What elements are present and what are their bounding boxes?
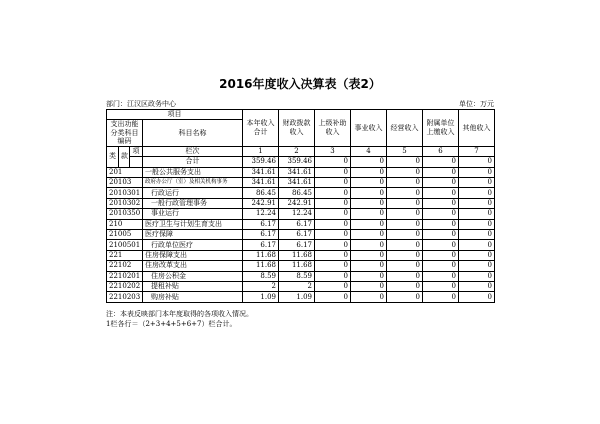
row-value: 0 <box>351 167 387 177</box>
row-value: 0 <box>459 292 495 302</box>
row-value: 0 <box>387 281 423 291</box>
row-value: 6.17 <box>243 219 279 229</box>
row-code <box>130 157 143 167</box>
row-subject-name: 住房公积金 <box>143 271 243 281</box>
col-number: 7 <box>459 146 495 156</box>
report-title: 2016年度收入决算表（表2） <box>219 77 381 91</box>
row-value: 0 <box>387 188 423 198</box>
row-value: 2 <box>243 281 279 291</box>
header-affiliated: 附属单位上缴收入 <box>423 110 459 147</box>
row-value: 0 <box>459 209 495 219</box>
header-business: 事业收入 <box>351 110 387 147</box>
row-value: 0 <box>351 230 387 240</box>
row-value: 0 <box>423 230 459 240</box>
row-value: 0 <box>387 261 423 271</box>
row-code: 201 <box>107 167 143 177</box>
row-value: 0 <box>459 271 495 281</box>
row-value: 1.09 <box>279 292 315 302</box>
row-subject-name: 行政单位医疗 <box>143 240 243 250</box>
row-value: 0 <box>459 198 495 208</box>
row-value: 0 <box>315 167 351 177</box>
row-value: 0 <box>315 219 351 229</box>
header-kuan: 款 <box>119 146 130 167</box>
table-row <box>107 167 495 177</box>
note-line: 注：本表反映部门本年度取得的各项收入情况。 <box>106 310 253 318</box>
table-row <box>107 292 495 302</box>
row-value: 242.91 <box>243 198 279 208</box>
row-value: 0 <box>423 198 459 208</box>
row-value: 0 <box>387 198 423 208</box>
row-value: 6.17 <box>243 240 279 250</box>
row-value: 0 <box>423 219 459 229</box>
row-value: 359.46 <box>243 157 279 167</box>
col-number: 6 <box>423 146 459 156</box>
row-value: 0 <box>387 167 423 177</box>
notes <box>106 309 253 329</box>
header-operating: 经营收入 <box>387 110 423 147</box>
row-value: 0 <box>351 219 387 229</box>
row-value: 0 <box>351 281 387 291</box>
unit-label: 单位：万元 <box>459 100 494 108</box>
row-code: 2010302 <box>107 198 143 208</box>
row-value: 8.59 <box>279 271 315 281</box>
row-value: 0 <box>459 157 495 167</box>
row-value: 0 <box>459 261 495 271</box>
row-value: 12.24 <box>279 209 315 219</box>
row-code: 20103 <box>107 178 143 188</box>
row-value: 0 <box>315 281 351 291</box>
row-value: 6.17 <box>279 219 315 229</box>
row-value: 0 <box>423 271 459 281</box>
row-value: 0 <box>315 271 351 281</box>
row-value: 0 <box>459 167 495 177</box>
row-value: 0 <box>351 178 387 188</box>
row-code: 21005 <box>107 230 143 240</box>
row-value: 2 <box>279 281 315 291</box>
row-value: 0 <box>387 292 423 302</box>
row-value: 341.61 <box>279 178 315 188</box>
row-subject-name: 一般行政管理事务 <box>143 198 243 208</box>
row-code: 2100501 <box>107 240 143 250</box>
row-value: 11.68 <box>279 250 315 260</box>
row-value: 0 <box>387 240 423 250</box>
row-value: 0 <box>387 157 423 167</box>
header-code-block: 支出功能分类科目编码 <box>107 120 143 147</box>
row-value: 12.24 <box>243 209 279 219</box>
row-code: 210 <box>107 219 143 229</box>
row-value: 0 <box>315 250 351 260</box>
row-code: 2210201 <box>107 271 143 281</box>
row-value: 6.17 <box>279 240 315 250</box>
row-subject-name: 一般公共服务支出 <box>143 167 243 177</box>
row-value: 0 <box>423 157 459 167</box>
header-item: 项目 <box>107 110 243 120</box>
table-row <box>107 219 495 229</box>
col-number: 2 <box>279 146 315 156</box>
row-value: 0 <box>351 209 387 219</box>
row-value: 0 <box>459 240 495 250</box>
row-value: 0 <box>459 281 495 291</box>
row-value: 0 <box>315 178 351 188</box>
row-value: 0 <box>315 157 351 167</box>
row-value: 0 <box>315 230 351 240</box>
table-row <box>107 157 495 167</box>
row-value: 0 <box>423 261 459 271</box>
table-row <box>107 230 495 240</box>
header-subject-name: 科目名称 <box>143 120 243 147</box>
row-value: 0 <box>459 230 495 240</box>
row-subject-name: 合计 <box>143 157 243 167</box>
table-row <box>107 178 495 188</box>
row-subject-name: 住房保障支出 <box>143 250 243 260</box>
row-value: 0 <box>315 292 351 302</box>
row-value: 0 <box>423 178 459 188</box>
row-code: 2010301 <box>107 188 143 198</box>
row-value: 0 <box>351 198 387 208</box>
row-value: 0 <box>423 292 459 302</box>
department-label: 部门：江汉区政务中心 <box>106 100 176 108</box>
row-subject-name: 提租补贴 <box>143 281 243 291</box>
row-value: 0 <box>387 250 423 260</box>
report-meta <box>106 99 494 109</box>
row-code: 2010350 <box>107 209 143 219</box>
row-value: 341.61 <box>279 167 315 177</box>
row-code: 2210202 <box>107 281 143 291</box>
income-table <box>106 109 495 303</box>
row-code: 221 <box>107 250 143 260</box>
row-value: 0 <box>423 209 459 219</box>
row-subject-name: 医疗保障 <box>143 230 243 240</box>
row-value: 341.61 <box>243 167 279 177</box>
col-number: 5 <box>387 146 423 156</box>
header-fiscal: 财政拨款收入 <box>279 110 315 147</box>
row-subject-name: 事业运行 <box>143 209 243 219</box>
table-row <box>107 198 495 208</box>
row-value: 0 <box>351 157 387 167</box>
row-value: 0 <box>351 261 387 271</box>
col-number: 3 <box>315 146 351 156</box>
row-value: 0 <box>387 178 423 188</box>
header-other: 其他收入 <box>459 110 495 147</box>
row-value: 0 <box>423 188 459 198</box>
row-subject-name: 购房补贴 <box>143 292 243 302</box>
row-value: 0 <box>351 240 387 250</box>
row-value: 0 <box>351 250 387 260</box>
row-subject-name: 行政运行 <box>143 188 243 198</box>
row-value: 11.68 <box>279 261 315 271</box>
row-value: 0 <box>387 271 423 281</box>
row-value: 0 <box>315 240 351 250</box>
row-value: 0 <box>459 188 495 198</box>
row-value: 0 <box>315 209 351 219</box>
row-value: 0 <box>387 230 423 240</box>
row-value: 86.45 <box>243 188 279 198</box>
row-value: 0 <box>423 281 459 291</box>
table-row <box>107 271 495 281</box>
row-value: 11.68 <box>243 261 279 271</box>
row-subject-name: 住房改革支出 <box>143 261 243 271</box>
row-value: 0 <box>315 261 351 271</box>
header-lei: 类 <box>107 146 119 167</box>
row-value: 359.46 <box>279 157 315 167</box>
row-value: 6.17 <box>279 230 315 240</box>
col-number: 1 <box>243 146 279 156</box>
row-subject-name: 医疗卫生与计划生育支出 <box>143 219 243 229</box>
row-value: 0 <box>351 271 387 281</box>
table-row <box>107 281 495 291</box>
row-value: 0 <box>459 250 495 260</box>
row-value: 1.09 <box>243 292 279 302</box>
row-subject-name: 政府办公厅（室）及相关机构事务 <box>143 178 243 188</box>
row-value: 0 <box>315 188 351 198</box>
table-row <box>107 250 495 260</box>
header-xiang: 项 <box>130 146 143 156</box>
row-value: 0 <box>423 250 459 260</box>
table-row <box>107 209 495 219</box>
table-row <box>107 261 495 271</box>
row-value: 0 <box>423 167 459 177</box>
row-value: 8.59 <box>243 271 279 281</box>
col-number: 4 <box>351 146 387 156</box>
header-superior: 上级补助收入 <box>315 110 351 147</box>
header-total: 本年收入合计 <box>243 110 279 147</box>
row-value: 0 <box>387 219 423 229</box>
row-value: 341.61 <box>243 178 279 188</box>
row-value: 0 <box>351 292 387 302</box>
table-row <box>107 188 495 198</box>
row-value: 0 <box>387 209 423 219</box>
note-line: 1栏各行＝（2+3+4+5+6+7）栏合计。 <box>106 320 237 328</box>
row-value: 0 <box>459 178 495 188</box>
row-value: 242.91 <box>279 198 315 208</box>
row-value: 0 <box>459 219 495 229</box>
row-code: 2210203 <box>107 292 143 302</box>
table-row <box>107 240 495 250</box>
row-value: 6.17 <box>243 230 279 240</box>
row-value: 0 <box>351 188 387 198</box>
row-value: 0 <box>315 198 351 208</box>
row-value: 11.68 <box>243 250 279 260</box>
row-code: 22102 <box>107 261 143 271</box>
row-value: 86.45 <box>279 188 315 198</box>
row-value: 0 <box>423 240 459 250</box>
header-column-index: 栏次 <box>143 146 243 156</box>
